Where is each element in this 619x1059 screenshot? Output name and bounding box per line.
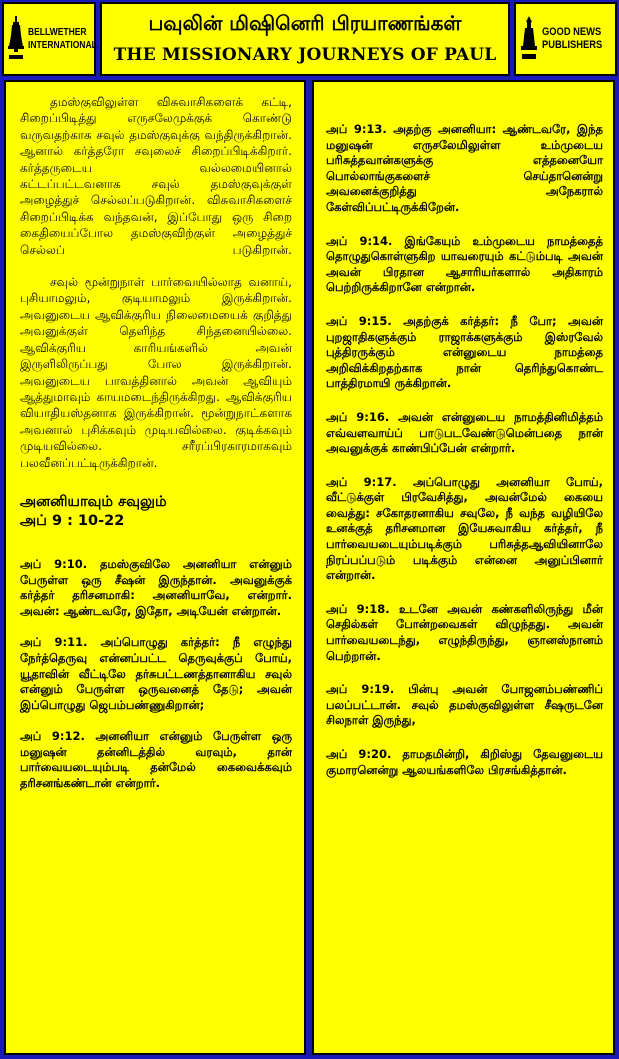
good-news-logo [514,2,617,76]
section-heading [20,493,292,531]
verse-item: அப் 9:20. தாமதமின்றி, கிறிஸ்து தேவனுடைய குமாரனென்று ஆலயங்களிலே பிரசங்கித்தான். [326,747,603,777]
page-title-tamil: பவுலின் மிஷினெரி பிரயாணங்கள் [148,11,462,35]
verse-item: அப் 9:13. அதற்கு அனனியா: ஆண்டவரே, இந்த மனுஷன் எருசலேமிலுள்ள உம்முடைய பரிசுத்தவான்களுக்கு எத்தனையோ பொல்லாங்குகளைச் செய்தானென்று அவனைக்குறித்து அநேகரால் கேள்விப்பட்டிருக்கிறேன். [326,122,603,214]
logo-right-line2: PUBLISHERS [542,39,603,51]
verse-item: அப் 9:17. அப்பொழுது அனனியா போய், வீட்டுக்குள் பிரவேசித்து, அவன்மேல் கையை வைத்து: சகோதரனாகிய சவுலே, நீ வந்த வழியிலே உனக்குத் தரிசனமான இயேசுவாகிய கர்த்தர், நீ பார்வையடையும்படிக்கும் பரிசுத்தஆவியினாலே நிரப்பப்படும் படிக்கும் என்னை அனுப்பினார் என்றான். [326,474,603,583]
verse-item: அப் 9:12. அனனியா என்னும் பேருள்ள ஒரு மனுஷன் தன்னிடத்தில் வரவும், தான் பார்வையடையும்படி தன்மேல் கைவைக்கவும் தரிசனங்கண்டான் என்றார். [20,729,292,791]
intro-paragraph [20,94,292,258]
verse-item: அப் 9:14. இங்கேயும் உம்முடைய நாமத்தைத் தொழுதுகொள்ளுகிற யாவரையும் கட்டும்படி அவன் அவன் பிரதான ஆசாரியர்களால் அதிகாரம் பெற்றிருக்கிறானே என்றான். [326,233,603,295]
section-reference: அப் 9 : 10-22 [20,512,125,529]
page-header [100,2,510,76]
verse-item: அப் 9:15. அதற்குக் கர்த்தர்: நீ போ; அவன் புறஜாதிகளுக்கும் ராஜாக்களுக்கும் இஸ்ரவேல் புத்திரருக்கும் என்னுடைய நாமத்தை அறிவிக்கிறதற்காக நான் தெரிந்துகொண்ட பாத்திரமாயி ருக்கிறான். [326,313,603,391]
logo-left-line2: INTERNATIONAL [28,40,97,51]
verse-item: அப் 9:10. தமஸ்குவிலே அனனியா என்னும் பேருள்ள ஒரு சீஷன் இருந்தான். அவனுக்குக் கர்த்தர் தரிசனமாகி: அனனியாவே, என்றார். அவன்: ஆண்டவரே, இதோ, அடியேன் என்றான். [20,556,292,618]
verse-item: அப் 9:11. அப்பொழுது கர்த்தர்: நீ எழுந்து நேர்த்தெருவு என்னப்பட்ட தெருவுக்குப் போய், யூதாவின் வீட்டிலே தர்சுபட்டணத்தானாகிய சவுல் என்னும் பேருள்ள ஒருவனைத் தேடு; அவன் இப்பொழுது ஜெபம்பண்ணுகிறான்; [20,635,292,712]
condition-paragraph-text: சவுல் மூன்றுநாள் பார்வையில்லாத வனாய், புசியாமலும், குடியாமலும் இருக்கிறான். அவனுடைய ஆவிக்குரிய நிலைமையைக் குறித்து அவனுக்குள் தெளிந்த சிந்தனையில்லை. ஆவிக்குரிய காரியங்களில் அவன் இருளிலிருப்பது போல இருக்கிறான். அவனுடைய பாவத்தினால் அவன் ஆவியும் ஆத்துமாவும் காயமடைந்திருக்கிறது. ஆவிக்குரிய வியாதியஸ்தனாக இருக்கிறான். மூன்றுநாட்களாக அவனால் புசிக்கவும் முடியவில்லை. குடிக்கவும் முடியவில்லை. சரீரப்பிரகாரமாகவும் பலவீனப்பட்டிருக்கிறான். [20,275,292,470]
section-title: அனனியாவும் சவுலும் [20,493,167,510]
condition-paragraph [20,274,292,471]
verse-item: அப் 9:19. பின்பு அவன் போஜனம்பண்ணிப் பலப்பட்டான். சவுல் தமஸ்குவிலுள்ள சீஷருடனே சிலநாள் இருந்து, [326,682,603,728]
right-column [312,80,615,1055]
publisher-emblem-icon [519,16,539,62]
left-column [4,80,306,1055]
page-title-english: THE MISSIONARY JOURNEYS OF PAUL [113,45,497,65]
verse-item: அப் 9:18. உடனே அவன் கண்களிலிருந்து மீன் செதில்கள் போன்றவைகள் விழுந்தது. அவன் பார்வையடைந்து, எழுந்திருந்து, ஞானஸ்நானம் பெற்றான். [326,601,603,663]
logo-left-line1: BELLWETHER [28,27,87,38]
verse-item: அப் 9:16. அவன் என்னுடைய நாமத்தினிமித்தம் எவ்வளவாய்ப் பாடுபடவேண்டுமென்பதை நான் அவனுக்குக் காண்பிப்பேன் என்றார். [326,409,603,456]
intro-paragraph-text: தமஸ்குவிலுள்ள விசுவாசிகளைக் கட்டி, சிறைப்பிடித்து எருசலேமுக்குக் கொண்டு வருவதற்காக சவுல் தமஸ்குவுக்கு வந்திருக்கிறான். ஆனால் கர்த்தரோ சவுலைச் சிறைப்பிடிக்கிறார். கர்த்தருடைய வல்லமையினால் கட்டப்பட்டவனாக சவுல் தமஸ்குவுக்குள் அழைத்துச் செல்லப்படுகிறான். விசுவாசிகளைச் சிறைப்பிடிக்க வந்தவன், இப்போது ஒரு சிறை கைதியைப்போல தமஸ்குவிற்குள் அழைத்துச் செல்லப் படுகிறான். [20,95,292,257]
bell-icon [7,16,25,62]
bellwether-logo [2,2,96,76]
logo-right-line1: GOOD NEWS [542,26,602,38]
